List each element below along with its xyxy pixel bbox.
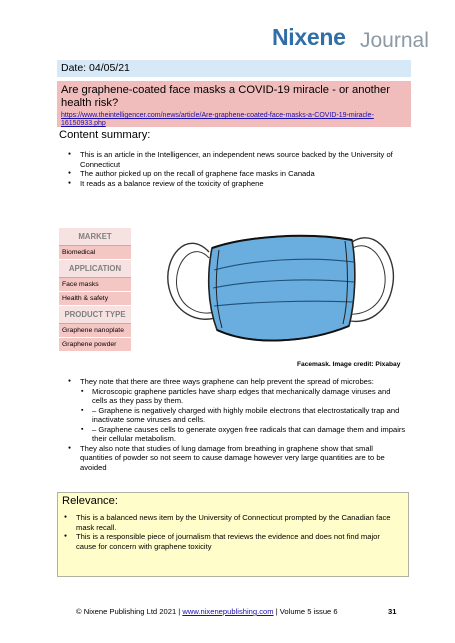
list-item: ● The author picked up on the recall of graphene face masks in Canada (66, 169, 406, 179)
article-link[interactable]: https://www.theintelligencer.com/news/article/Are-graphene-coated-face-masks-a-COVID-19-miracle-16150933.php (61, 112, 374, 127)
image-caption: Facemask. Image credit: Pixabay (297, 361, 401, 368)
product-type-item: Graphene nanoplate (59, 324, 131, 338)
footer-link[interactable]: www.nixenepublishing.com (182, 607, 274, 616)
content-summary-heading: Content summary: (59, 129, 151, 141)
summary-list (66, 150, 406, 188)
market-item: Biomedical (59, 246, 131, 260)
list-item: ▪ – Graphene causes cells to generate oxygen free radicals that can damage them and impairs their cellular metabolism. (66, 425, 406, 444)
application-label: APPLICATION (59, 260, 131, 278)
relevance-heading: Relevance: (62, 495, 118, 507)
market-label: MARKET (59, 228, 131, 246)
footer-volume: | Volume 5 issue 6 (275, 607, 338, 616)
list-item: ● They also note that studies of lung damage from breathing in graphene show that small quantities of powder so not seem to cause damage however very large quantities are to be avoided (66, 444, 406, 473)
list-item: ● This is an article in the Intelligencer, an independent news source backed by the University of Connecticut (66, 150, 406, 169)
notes-list (66, 377, 406, 472)
application-item: Health & safety (59, 292, 131, 306)
relevance-list (62, 513, 400, 551)
list-item: ▪ – Graphene is negatively charged with highly mobile electrons that electrostatically trap and inactivate some viruses and cells. (66, 406, 406, 425)
list-item: ● It reads as a balance review of the toxicity of graphene (66, 179, 406, 189)
journal-logo (272, 24, 429, 54)
footer-copyright: © Nixene Publishing Ltd 2021 | (76, 607, 181, 616)
face-mask-illustration (157, 218, 403, 358)
date-bar: Date: 04/05/21 (57, 60, 411, 77)
article-title: Are graphene-coated face masks a COVID-19 miracle - or another health risk? (61, 84, 390, 109)
list-item: ▪ Microscopic graphene particles have sharp edges that mechanically damage viruses and cells as they pass by them. (66, 387, 406, 406)
application-item: Face masks (59, 278, 131, 292)
list-item: ● They note that there are three ways graphene can help prevent the spread of microbes: (66, 377, 406, 387)
logo-sub: Journal (360, 29, 429, 52)
headline-box (57, 81, 411, 127)
product-type-label: PRODUCT TYPE (59, 306, 131, 324)
classification-sidebar (59, 228, 131, 352)
page-number: 31 (388, 607, 397, 616)
page-footer (76, 607, 338, 616)
relevance-box (57, 492, 409, 577)
list-item: ● This is a balanced news item by the University of Connecticut prompted by the Canadian face mask recall. (62, 513, 400, 532)
product-type-item: Graphene powder (59, 338, 131, 352)
list-item: ● This is a responsible piece of journalism that reviews the evidence and does not find major cause for concern with graphene toxicity (62, 532, 400, 551)
logo-brand: Nixene (272, 24, 346, 50)
